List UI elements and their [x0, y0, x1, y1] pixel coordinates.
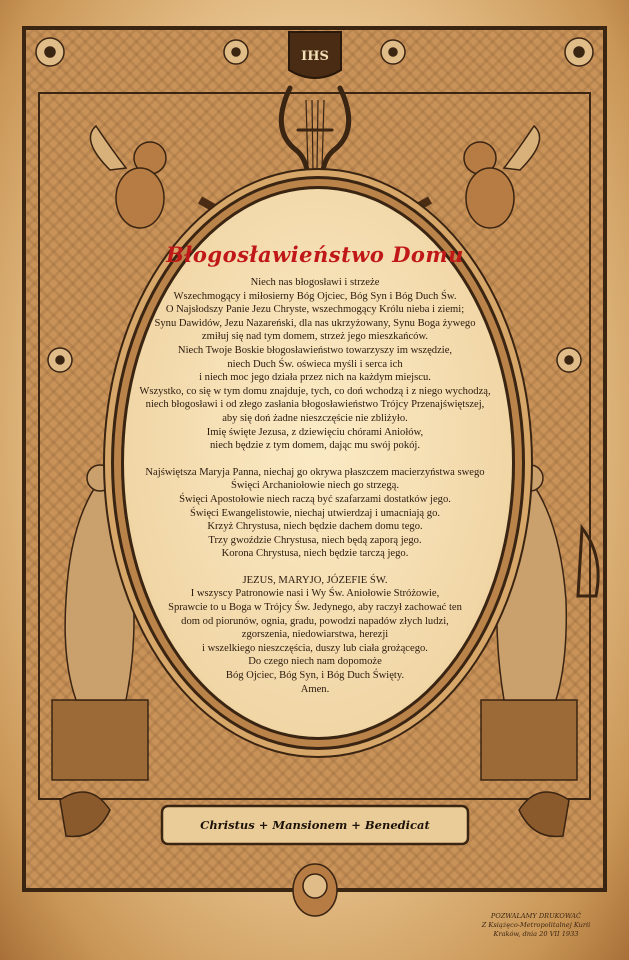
- prayer-line: niech będzie z tym domem, dając mu swój pokój.: [209, 440, 421, 452]
- prayer-line: i niech moc jego działa przez nich na każdym miejscu.: [199, 372, 431, 384]
- prayer-line: Imię święte Jezusa, z dziewięciu chórami Aniołów,: [206, 426, 424, 438]
- mask-medallion-icon: [293, 864, 337, 916]
- cherub-left-icon: [90, 126, 166, 228]
- imprimatur-note: [466, 912, 606, 939]
- prayer-line: zmiłuj się nad tym domem, strzeż jego mieszkańców.: [201, 331, 429, 343]
- page-title: Błogosławieństwo Domu: [166, 242, 464, 267]
- prayer-line: Niech nas błogosławi i strzeże: [250, 277, 380, 288]
- prayer-line: niech Duch Św. oświeca myśli i serca ich: [227, 358, 403, 370]
- lyre-strings: [306, 100, 324, 170]
- prayer-line: Amen.: [300, 683, 330, 695]
- prayer-line: Święci Ewangelistowie, niechaj utwierdzaj i umacniają go.: [189, 507, 441, 519]
- prayer-line: Sprawcie to u Boga w Trójcy Św. Jedynego, aby raczył zachować ten: [168, 602, 462, 614]
- prayer-line: Synu Dawidów, Jezu Nazareński, dla nas ukrzyżowany, Synu Boga żywego: [154, 317, 476, 329]
- prayer-line: I wszyscy Patronowie nasi i Wy Św. Aniołowie Stróżowie,: [190, 588, 440, 600]
- motto-text: Christus + Mansionem + Benedicat: [200, 818, 430, 832]
- prayer-line: i wszelkiego nieszczęścia, duszy lub ciała grożącego.: [202, 642, 428, 654]
- prayer-line: dom od piorunów, ognia, gradu, powodzi napadów złych ludzi,: [181, 615, 449, 627]
- prayer-line: Święci Archaniołowie niech go strzegą.: [231, 480, 399, 492]
- prayer-line: Wszechmogący i miłosierny Bóg Ojciec, Bóg Syn i Bóg Duch Św.: [173, 290, 457, 302]
- prayer-line: Krzyż Chrystusa, niech będzie dachem domu tego.: [207, 521, 423, 533]
- prayer-line: Trzy gwoździe Chrystusa, niech będą zaporą jego.: [208, 534, 422, 546]
- prayer-line: Wszystko, co się w tym domu znajduje, tych, co doń wchodzą i z niego wychodzą,: [139, 385, 491, 397]
- prayer-line: Niech Twoje Boskie błogosławieństwo towarzyszy im wszędzie,: [177, 344, 453, 356]
- imprimatur-line: POZWALAMY DRUKOWAĆ: [490, 912, 582, 920]
- cherub-right-icon: [464, 126, 540, 228]
- prayer-line: aby się doń żadne nieszczęście nie zbliżyło.: [222, 412, 408, 424]
- prayer-line: O Najsłodszy Panie Jezu Chryste, wszechmogący Królu nieba i ziemi;: [165, 304, 465, 316]
- stanza-gap: [120, 453, 510, 466]
- lyre-icon: [281, 88, 348, 176]
- monogram-text: IHS: [301, 49, 329, 64]
- prayer-line: Do czego niech nam dopomoże: [248, 656, 382, 668]
- prayer-line: Święci Apostołowie niech raczą być szafarzami dostatków jego.: [179, 493, 451, 505]
- imprimatur-line: Kraków, dnia 20 VII 1933: [493, 930, 579, 938]
- stanza-gap: [120, 561, 510, 574]
- imprimatur-line: Z Książęco-Metropolitalnej Kurii: [481, 921, 591, 929]
- prayer-line: Bóg Ojciec, Bóg Syn, i Bóg Duch Święty.: [225, 670, 405, 682]
- prayer-text: [120, 276, 510, 696]
- prayer-line: niech błogosławi i od złego zasłania błogosławieństwo Trójcy Przenajświętszej,: [145, 399, 485, 411]
- prayer-line: Najświętsza Maryja Panna, niechaj go okrywa płaszczem macierzyństwa swego: [145, 466, 485, 478]
- prayer-line: Korona Chrystusa, niech będzie tarczą jego.: [221, 548, 409, 560]
- prayer-line: JEZUS, MARYJO, JÓZEFIE ŚW.: [242, 574, 388, 586]
- prayer-line: zgorszenia, niedowiarstwa, herezji: [241, 629, 389, 641]
